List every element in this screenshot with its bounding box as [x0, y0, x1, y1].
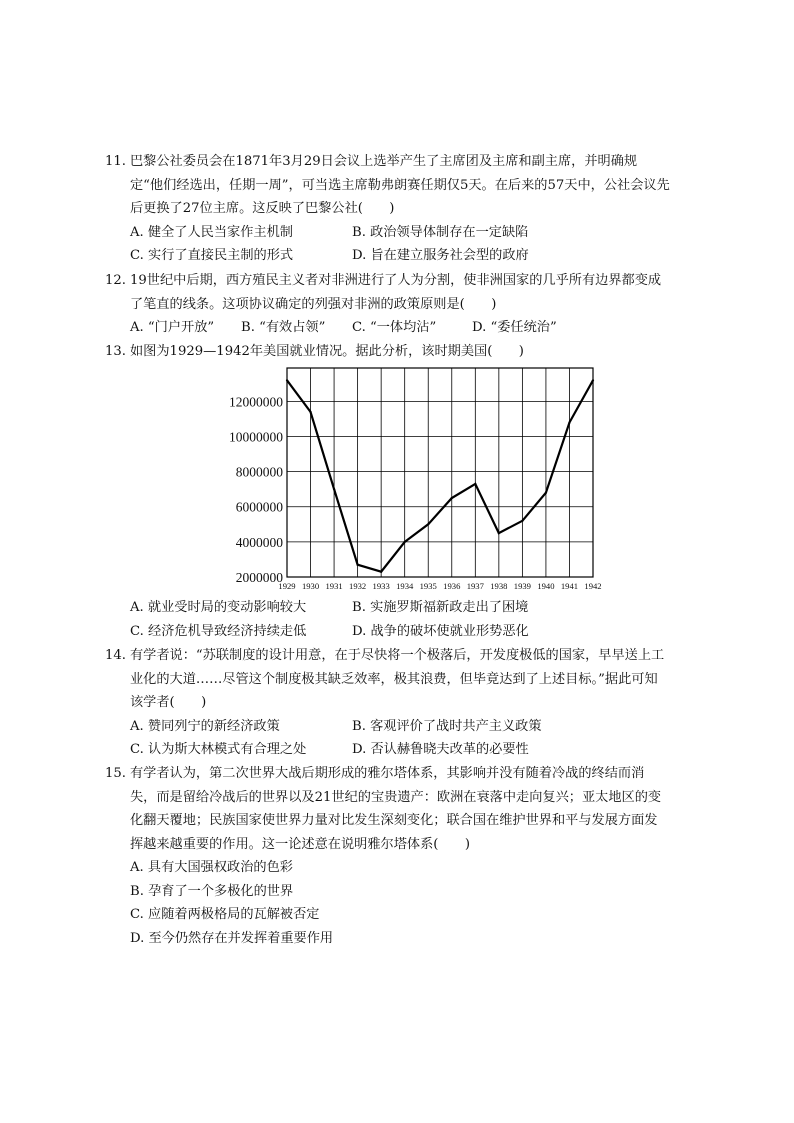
- question-stem: 如图为1929—1942年美国就业情况。据此分析，该时期美国( ): [130, 344, 524, 359]
- option-a: A. 就业受时局的变动影响较大: [130, 600, 307, 615]
- question-stem: 有学者认为，第二次世界大战后期形成的雅尔塔体系，其影响并没有随着冷战的终结而消失，而是留给冷战后的世界以及21世纪的宝贵遗产：欧洲在衰落中走向复兴；亚太地区的变化翻天覆地；民族国家使世界力量对比发生深刻变化；联合国在维护世界和平与发展方面发挥越来越重要的作用。这一论述意在说明雅尔塔体系( ): [130, 766, 662, 852]
- option-d: D. 旨在建立服务社会型的政府: [352, 248, 529, 263]
- employment-series-line: [287, 380, 593, 571]
- option-a: A. 健全了人民当家作主机制: [130, 224, 293, 240]
- x-tick-label: 1936: [443, 581, 461, 591]
- option-a: A. “门户开放”: [130, 320, 215, 335]
- options-row: [130, 620, 670, 644]
- option-d: D. 战争的破坏使就业形势恶化: [352, 623, 529, 639]
- data-point: [568, 421, 570, 423]
- x-tick-label: 1930: [301, 581, 320, 591]
- option-c: C. 认为斯大林模式有合理之处: [130, 742, 307, 757]
- question-number: 11.: [105, 154, 126, 169]
- data-point: [427, 523, 429, 525]
- option-a: A. 赞同列宁的新经济政策: [130, 718, 280, 734]
- data-point: [404, 541, 406, 543]
- data-point: [521, 520, 523, 522]
- options-row: [130, 244, 670, 268]
- option-b: B. 政治领导体制存在一定缺陷: [352, 224, 529, 240]
- x-tick-label: 1939: [513, 581, 531, 591]
- data-point: [357, 564, 359, 566]
- x-tick-label: 1941: [560, 581, 579, 591]
- data-point: [309, 411, 311, 413]
- x-tick-label: 1934: [396, 581, 414, 591]
- x-tick-label: 1937: [466, 581, 484, 591]
- data-point: [592, 379, 594, 381]
- x-tick-label: 1942: [584, 581, 602, 591]
- y-tick-label: 2000000: [235, 570, 283, 585]
- option-a: A. 具有大国强权政治的色彩: [130, 860, 293, 875]
- option-d: D. 否认赫鲁晓夫改革的必要性: [352, 742, 529, 757]
- x-tick-label: 1931: [325, 581, 343, 591]
- y-tick-label: 10000000: [229, 429, 283, 445]
- question-12: [105, 269, 670, 340]
- option-b: B. 实施罗斯福新政走出了困境: [352, 600, 529, 615]
- x-tick-label: 1938: [490, 581, 508, 591]
- question-13-options: [130, 596, 670, 643]
- data-point: [380, 571, 382, 573]
- data-point: [474, 483, 476, 485]
- question-number: 13.: [105, 344, 126, 359]
- option-b: B. 孕育了一个多极化的世界: [130, 883, 294, 899]
- employment-line-chart: [205, 366, 605, 592]
- question-number: 14.: [105, 648, 126, 663]
- question-13: [105, 340, 670, 364]
- question-stem: 19世纪中后期，西方殖民主义者对非洲进行了人为分割，使非洲国家的几乎所有边界都变成了笔直的线条。这项协议确定的列强对非洲的政策原则是( ): [130, 273, 662, 312]
- options-row: [130, 316, 670, 340]
- options-row: [130, 738, 670, 762]
- options-row: [130, 715, 670, 739]
- data-point: [333, 488, 335, 490]
- data-point: [286, 379, 288, 381]
- x-tick-label: 1929: [278, 581, 296, 591]
- question-number: 15.: [105, 766, 126, 781]
- data-point: [545, 492, 547, 494]
- question-stem: 有学者说：“苏联制度的设计用意，在于尽快将一个极落后，开发度极低的国家，早早送上工业化的大道……尽管这个制度极其缺乏效率，极其浪费，但毕竟达到了上述目标。”据此可知该学者( ): [130, 648, 665, 710]
- option-c: C. 经济危机导致经济持续走低: [130, 623, 307, 639]
- x-tick-label: 1935: [419, 581, 437, 591]
- y-tick-label: 8000000: [235, 464, 283, 480]
- y-tick-label: 4000000: [235, 534, 283, 550]
- data-point: [451, 497, 453, 499]
- question-stem: 巴黎公社委员会在1871年3月29日会议上选举产生了主席团及主席和副主席，并明确规定“他们经选出，任期一周”，可当选主席勒弗朗赛任期仅5天。在后来的57天中，公社会议先后更换了27位主席。这反映了巴黎公社( ): [130, 154, 670, 216]
- x-tick-label: 1932: [349, 581, 367, 591]
- options-row: [130, 221, 670, 245]
- data-point: [498, 532, 500, 534]
- x-tick-label: 1940: [537, 581, 555, 591]
- option-b: B. 客观评价了战时共产主义政策: [352, 718, 542, 734]
- y-tick-label: 6000000: [235, 499, 283, 515]
- y-tick-label: 12000000: [229, 394, 283, 410]
- option-d: D. “委任统治”: [472, 320, 557, 335]
- question-15: [105, 762, 670, 950]
- option-c: C. 实行了直接民主制的形式: [130, 248, 294, 263]
- option-c: C. “一体均沾”: [352, 320, 437, 335]
- x-tick-label: 1933: [372, 581, 390, 591]
- question-number: 12.: [105, 273, 126, 288]
- plot-frame: [287, 368, 593, 577]
- option-d: D. 至今仍然存在并发挥着重要作用: [130, 930, 334, 946]
- options-row: [130, 596, 670, 620]
- question-11: [105, 150, 670, 268]
- option-c: C. 应随着两极格局的瓦解被否定: [130, 907, 320, 922]
- option-b: B. “有效占领”: [241, 320, 326, 335]
- question-14: [105, 644, 670, 762]
